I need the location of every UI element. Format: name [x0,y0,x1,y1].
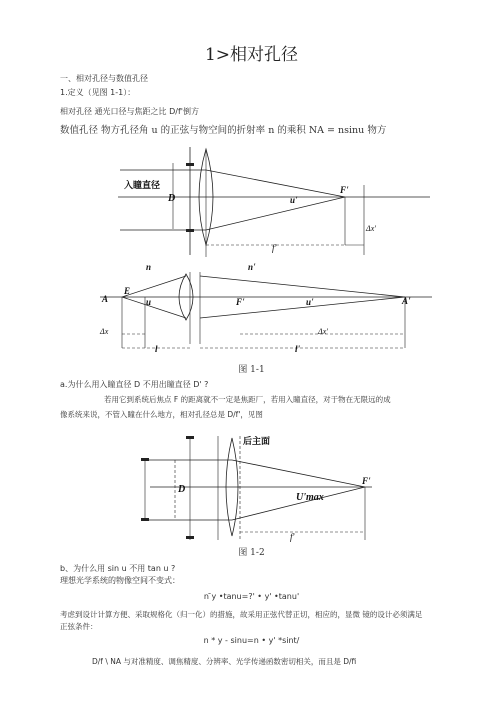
formula-invariant: n ̄y •tanu=?' • y' •tanu' [203,592,300,601]
svg-text:Δx': Δx' [366,224,376,233]
question-b: b、为什么用 sin u 不用 tan u ? [60,564,176,573]
svg-text:后主面: 后主面 [243,436,271,446]
svg-text:U'max: U'max [296,492,324,503]
stop-bottom [186,229,194,232]
subsection-definition: 1.定义（见图 1-1）： [60,88,136,97]
section-heading: 一、相对孔径与数值孔径 [60,74,148,83]
formula-sine-condition: n * y - sinu=n • y' *sint/ [203,636,300,645]
svg-text:u: u [146,297,152,307]
svg-text:Δx: Δx [100,327,109,336]
svg-text:f': f' [272,243,277,253]
svg-text:A': A' [402,296,411,306]
ray-converging [206,170,345,197]
svg-text:F': F' [362,476,371,486]
svg-text:n': n' [248,262,256,272]
footer-line: D/f \ NA 与对准精度、调焦精度、分辨率、光学传递函数密切相关，而且是 D/fi [92,657,357,666]
svg-text:E: E [124,286,131,296]
figure-1-2-caption: 图 1-2 [238,548,265,558]
figure-1-1-caption: 图 1-1 [238,365,265,375]
svg-text:Δx': Δx' [318,327,328,336]
paragraph-a-line2: 像系统来说，不管入瞳在什么地方，相对孔径总是 D/f'，见图 [60,410,263,419]
figure-1-1-bottom [0,262,503,354]
svg-text:F': F' [340,185,349,195]
svg-text:l': l' [295,344,301,354]
svg-text:D: D [178,484,186,495]
svg-text:D: D [168,193,176,204]
svg-text:l: l [155,344,158,354]
paragraph-b-line1: 理想光学系统的物像空间不变式： [60,576,180,585]
svg-text:f': f' [290,532,295,542]
svg-text:u': u' [290,195,298,205]
numerical-aperture-definition: 数值孔径 物方孔径角 u 的正弦与物空间的折射率 n 的乘积 NA = nsinu 物方 [60,125,387,136]
svg-text:u': u' [306,297,314,307]
paragraph-a-line1: 若用它到系统后焦点 F 的距离就不一定是焦距厂，若用入瞳直径，对于物在无限远的成 [104,395,391,404]
label-entrance-pupil: 入瞳直径 [124,180,161,190]
question-a: a.为什么用入瞳直径 D 不用出瞳直径 D' ? [60,380,209,389]
paragraph-b-line2: 考虑到设计计算方便、采取规格化（归一化）的措施，故采用正弦代替正切，相应的，显微 镜的设计必须满足 [60,610,423,619]
stop-top [186,163,194,166]
paragraph-b-line3: 正弦条件： [60,622,98,631]
svg-text:A: A [102,294,109,304]
svg-text:n: n [146,262,152,272]
figure-1-1-top [0,145,503,265]
figure-1-2 [0,432,503,542]
relative-aperture-definition: 相对孔径 通光口径与焦距之比 D/f'倒方 [60,107,199,116]
page-title: 1>相对孔径 [204,45,299,65]
svg-text:F': F' [236,297,245,307]
